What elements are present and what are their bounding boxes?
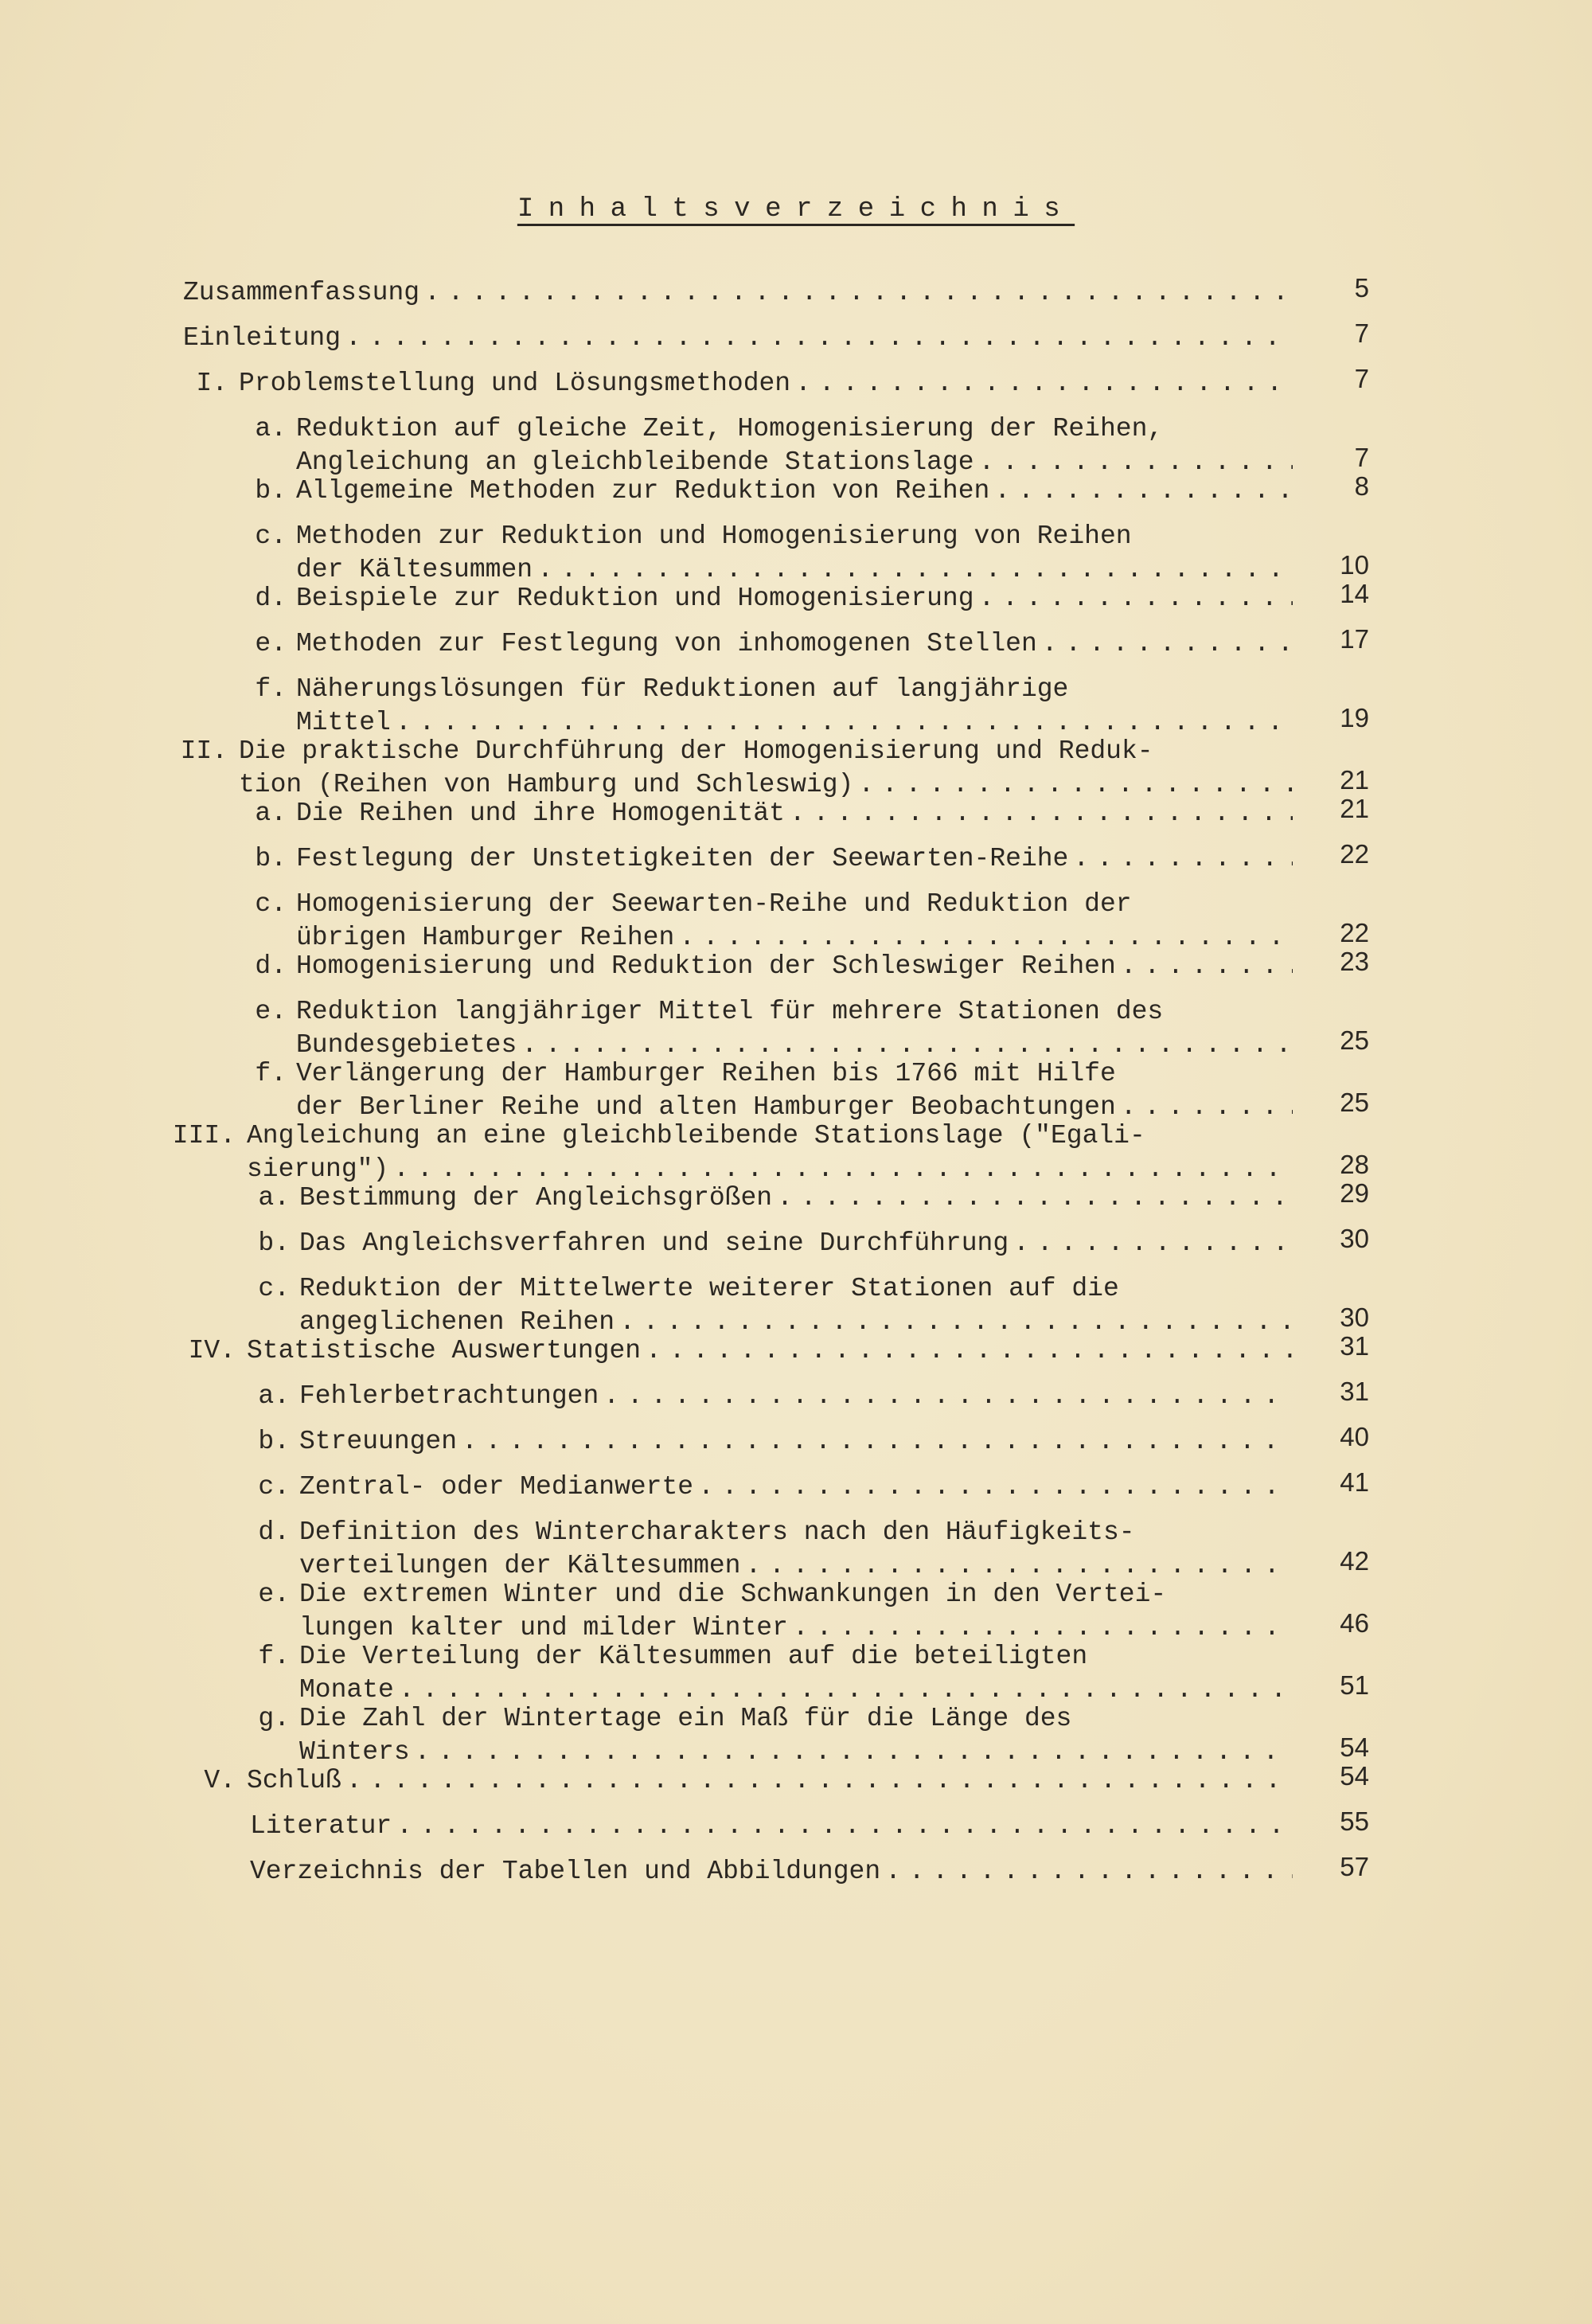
toc-entry-page-number: 14	[1340, 579, 1369, 608]
toc-entry-number: c.	[255, 521, 287, 551]
dot-leader	[424, 276, 1293, 310]
toc-entry-number: c.	[255, 889, 287, 919]
toc-entry-title: Die Reihen und ihre Homogenität	[296, 799, 785, 828]
toc-entry-page-number: 57	[1340, 1852, 1369, 1881]
toc-entry-number: II.	[180, 736, 228, 766]
dot-leader	[1013, 1227, 1293, 1260]
toc-entry-number: IV.	[188, 1336, 236, 1365]
toc-entry-number: a.	[258, 1183, 290, 1213]
toc-entry-number: e.	[255, 629, 287, 658]
toc-entry-title: Winters	[299, 1737, 410, 1767]
dot-leader	[345, 322, 1293, 355]
toc-entry-number: a.	[255, 799, 287, 828]
toc-entry-number: b.	[258, 1228, 290, 1258]
toc-entry-page-number: 22	[1340, 839, 1369, 869]
toc-entry-title: Bundesgebietes	[296, 1030, 517, 1060]
toc-entry-number: f.	[255, 674, 287, 704]
dot-leader	[462, 1425, 1293, 1459]
toc-entry-title: Reduktion langjähriger Mittel für mehrere Stationen des	[296, 997, 1164, 1026]
toc-entry-page-number: 21	[1340, 765, 1369, 795]
toc-entry-title: Die Zahl der Wintertage ein Maß für die Länge des	[299, 1704, 1072, 1733]
toc-entry-number: e.	[258, 1580, 290, 1609]
toc-entry-page-number: 23	[1340, 947, 1369, 976]
toc-entry-page-number: 46	[1340, 1608, 1369, 1638]
dot-leader	[979, 582, 1293, 615]
toc-entry-title: Angleichung an gleichbleibende Stationslage	[296, 447, 974, 477]
toc-entry-number: d.	[258, 1517, 290, 1547]
toc-entry-page-number: 51	[1340, 1670, 1369, 1700]
dot-leader	[1121, 950, 1293, 983]
dot-leader	[885, 1855, 1293, 1888]
toc-entry-title: Die praktische Durchführung der Homogenisierung und Reduk-	[239, 736, 1153, 766]
dot-leader	[646, 1334, 1293, 1368]
toc-entry-title: Das Angleichsverfahren und seine Durchführung	[299, 1228, 1009, 1258]
toc-entry-page-number: 42	[1340, 1546, 1369, 1576]
toc-entry-page-number: 30	[1340, 1224, 1369, 1253]
toc-entry-title: Die Verteilung der Kältesummen auf die beteiligten	[299, 1642, 1088, 1671]
toc-entry-page-number: 21	[1340, 794, 1369, 823]
toc-entry-number: d.	[255, 951, 287, 981]
dot-leader	[396, 1810, 1293, 1843]
toc-entry-title: Allgemeine Methoden zur Reduktion von Reihen	[296, 476, 990, 506]
toc-entry-number: e.	[255, 997, 287, 1026]
toc-entry-title: Reduktion auf gleiche Zeit, Homogenisierung der Reihen,	[296, 414, 1164, 443]
toc-entry-number: d.	[255, 584, 287, 613]
toc-entry-title: Methoden zur Festlegung von inhomogenen Stellen	[296, 629, 1037, 658]
toc-entry-number: c.	[258, 1472, 290, 1502]
toc-entry-page-number: 29	[1340, 1178, 1369, 1208]
toc-entry-number: III.	[172, 1121, 236, 1150]
toc-entry-title: Einleitung	[183, 323, 341, 353]
toc-entry-title: Problemstellung und Lösungsmethoden	[239, 369, 791, 398]
toc-entry-page-number: 7	[1354, 318, 1369, 348]
toc-entry-title: der Kältesummen	[296, 555, 533, 584]
toc-entry-title: Die extremen Winter und die Schwankungen in den Vertei-	[299, 1580, 1167, 1609]
toc-entry-title: lungen kalter und milder Winter	[299, 1613, 788, 1642]
toc-entry-number: b.	[258, 1427, 290, 1456]
toc-entry-page-number: 54	[1340, 1732, 1369, 1762]
toc-entry-page-number: 31	[1340, 1377, 1369, 1406]
toc-entry-title: Bestimmung der Angleichsgrößen	[299, 1183, 773, 1213]
toc-entry-page-number: 28	[1340, 1150, 1369, 1179]
toc-entry-number: g.	[258, 1704, 290, 1733]
toc-entry-page-number: 19	[1340, 703, 1369, 732]
dot-leader	[1042, 627, 1293, 661]
toc-entry-page-number: 30	[1340, 1303, 1369, 1332]
dot-leader	[790, 797, 1293, 830]
toc-entry-title: übrigen Hamburger Reihen	[296, 923, 675, 952]
toc-entry-title: Homogenisierung und Reduktion der Schleswiger Reihen	[296, 951, 1116, 981]
toc-entry-page-number: 31	[1340, 1331, 1369, 1361]
toc-entry-title: der Berliner Reihe und alten Hamburger Beobachtungen	[296, 1092, 1116, 1122]
dot-leader	[1073, 842, 1293, 876]
toc-entry-number: c.	[258, 1274, 290, 1303]
toc-entry-title: Schluß	[247, 1766, 341, 1795]
toc-entry-number: b.	[255, 844, 287, 873]
toc-entry-title: Mittel	[296, 708, 391, 737]
toc-entry-title: tion (Reihen von Hamburg und Schleswig)	[239, 770, 854, 799]
toc-entry-title: Methoden zur Reduktion und Homogenisierung von Reihen	[296, 521, 1132, 551]
toc-entry-number: b.	[255, 476, 287, 506]
toc-entry-title: Homogenisierung der Seewarten-Reihe und Reduktion der	[296, 889, 1132, 919]
toc-entry-title: Näherungslösungen für Reduktionen auf langjährige	[296, 674, 1069, 704]
toc-entry-page-number: 17	[1340, 624, 1369, 654]
toc-entry-number: I.	[196, 369, 228, 398]
toc-entry-number: a.	[258, 1381, 290, 1411]
dot-leader	[698, 1471, 1293, 1504]
dot-leader	[777, 1182, 1293, 1215]
toc-title: Inhaltsverzeichnis	[517, 194, 1075, 225]
toc-entry-page-number: 25	[1340, 1025, 1369, 1055]
toc-entry-page-number: 10	[1340, 550, 1369, 580]
toc-entry-title: Literatur	[250, 1811, 392, 1841]
toc-entry-page-number: 25	[1340, 1088, 1369, 1117]
toc-entry-title: Fehlerbetrachtungen	[299, 1381, 599, 1411]
toc-entry-title: Reduktion der Mittelwerte weiterer Stationen auf die	[299, 1274, 1119, 1303]
toc-entry-title: Statistische Auswertungen	[247, 1336, 642, 1365]
toc-entry-title: Zentral- oder Medianwerte	[299, 1472, 694, 1502]
toc-entry-title: Beispiele zur Reduktion und Homogenisierung	[296, 584, 974, 613]
toc-entry-title: angeglichenen Reihen	[299, 1307, 615, 1337]
toc-entry-number: a.	[255, 414, 287, 443]
toc-entry-page-number: 7	[1354, 364, 1369, 393]
toc-entry-title: Zusammenfassung	[183, 278, 420, 307]
toc-entry-title: Streuungen	[299, 1427, 458, 1456]
toc-entry-page-number: 8	[1354, 471, 1369, 501]
toc-entry-page-number: 41	[1340, 1467, 1369, 1497]
toc-entry-number: f.	[255, 1059, 287, 1088]
toc-entry-page-number: 54	[1340, 1761, 1369, 1791]
toc-entry-number: f.	[258, 1642, 290, 1671]
toc-entry-title: Verzeichnis der Tabellen und Abbildungen	[250, 1857, 881, 1886]
toc-entry-page-number: 40	[1340, 1422, 1369, 1451]
toc-entry-page-number: 22	[1340, 918, 1369, 947]
dot-leader	[603, 1380, 1293, 1413]
dot-leader	[346, 1764, 1293, 1798]
toc-entry-title: verteilungen der Kältesummen	[299, 1551, 741, 1580]
toc-entry-page-number: 7	[1354, 443, 1369, 472]
toc-entry-title: sierung")	[247, 1154, 389, 1184]
toc-entry-number: V.	[204, 1766, 236, 1795]
toc-entry-title: Festlegung der Unstetigkeiten der Seewarten-Reihe	[296, 844, 1069, 873]
toc-entry-page-number: 5	[1354, 273, 1369, 303]
dot-leader	[795, 367, 1293, 400]
toc-entry-title: Verlängerung der Hamburger Reihen bis 1766 mit Hilfe	[296, 1059, 1116, 1088]
toc-entry-title: Definition des Wintercharakters nach den Häufigkeits-	[299, 1517, 1135, 1547]
toc-entry-page-number: 55	[1340, 1806, 1369, 1836]
dot-leader	[994, 475, 1293, 508]
toc-entry-title: Angleichung an eine gleichbleibende Stationslage ("Egali-	[247, 1121, 1145, 1150]
toc-entry-title: Monate	[299, 1675, 394, 1705]
